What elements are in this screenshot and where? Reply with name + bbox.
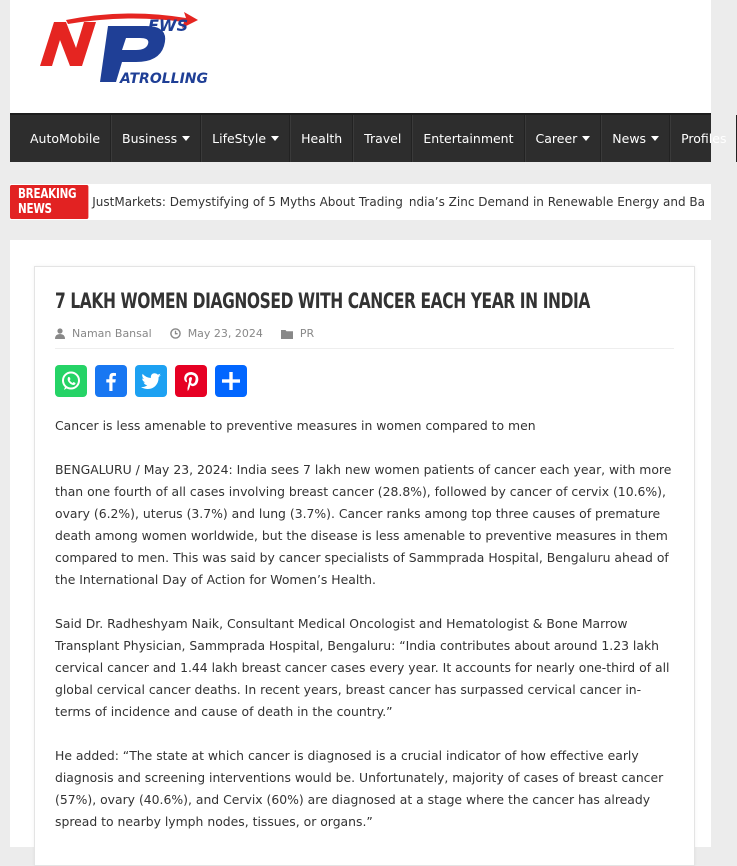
breaking-news-label: BREAKING NEWS [10, 185, 89, 219]
nav-item-health[interactable] [290, 115, 353, 162]
site-header [10, 0, 711, 113]
category[interactable] [281, 327, 314, 340]
nav-item-entertainment[interactable] [412, 115, 524, 162]
breaking-news-bar [10, 184, 711, 220]
nav-item-label: Health [301, 131, 343, 146]
article [34, 266, 695, 866]
dropdown-caret-icon [271, 136, 279, 141]
date-text: May 23, 2024 [187, 327, 263, 340]
author-name: Naman Bansal [72, 327, 152, 340]
article-body [55, 415, 674, 833]
nav-item-label: Career [535, 131, 578, 146]
category-label: PR [299, 327, 315, 340]
pinterest-icon [180, 370, 202, 392]
breaking-news-ticker [92, 195, 711, 209]
nav-item-profiles[interactable] [670, 115, 737, 162]
whatsapp-icon [60, 370, 82, 392]
nav-item-career[interactable] [525, 115, 602, 162]
twitter-share-button[interactable] [135, 365, 167, 397]
nav-item-lifestyle[interactable] [201, 115, 290, 162]
nav-item-label: Profiles [681, 131, 727, 146]
clock-icon [170, 328, 181, 339]
nav-item-business[interactable] [111, 115, 201, 162]
dropdown-caret-icon [582, 136, 590, 141]
dropdown-caret-icon [651, 136, 659, 141]
content-area [10, 240, 711, 847]
nav-item-automobile[interactable] [10, 115, 111, 162]
whatsapp-share-button[interactable] [55, 365, 87, 397]
main-nav [10, 113, 727, 162]
breaking-news-item[interactable]: JustMarkets: Demystifying of 5 Myths About Trading [92, 195, 403, 209]
generic-share-button[interactable] [215, 365, 247, 397]
article-title: 7 LAKH WOMEN DIAGNOSED WITH CANCER EACH YEAR IN INDIA [55, 289, 590, 313]
nav-item-label: LifeStyle [212, 131, 267, 146]
article-paragraph: Cancer is less amenable to preventive measures in women compared to men [55, 418, 536, 433]
plus-icon [220, 370, 242, 392]
nav-item-label: Entertainment [423, 131, 514, 146]
share-buttons [55, 365, 674, 397]
article-meta [55, 327, 674, 349]
nav-item-label: AutoMobile [30, 131, 101, 146]
article-paragraph: He added: “The state at which cancer is diagnosed is a crucial indicator of how effective early diagnosis and screening interventions would be. Unfortunately, majority of cases of breast cancer (57%), ovary (40.6%), and Cervix (60%) are diagnosed at a stage where the cancer has already spread to nearby lymph nodes, tissues, or organs.” [55, 748, 664, 829]
publish-date [170, 327, 263, 340]
nav-item-label: Business [122, 131, 178, 146]
dropdown-caret-icon [182, 136, 190, 141]
site-logo[interactable] [36, 8, 226, 88]
article-paragraph: BENGALURU / May 23, 2024: India sees 7 lakh new women patients of cancer each year, with more than one fourth of all cases involving breast cancer (28.8%), followed by cancer of cervix (10.6%), ovary (6.2%), uterus (3.7%) and lung (3.7%). Cancer ranks among top three causes of premature death among women worldwide, but the disease is less amenable to preventive measures in them compared to men. This was said by cancer specialists of Sammprada Hospital, Bengaluru ahead of the International Day of Action for Women’s Health. [55, 462, 672, 587]
nav-item-label: News [612, 131, 647, 146]
folder-icon [281, 329, 293, 339]
nav-item-travel[interactable] [353, 115, 412, 162]
nav-item-news[interactable] [601, 115, 670, 162]
article-paragraph: Said Dr. Radheshyam Naik, Consultant Medical Oncologist and Hematologist & Bone Marrow Transplant Physician, Sammprada Hospital, Bengaluru: “India contributes about around 1.23 lakh cervical cancer and 1.44 lakh breast cancer cases every year. It accounts for nearly one-third of all global cervical cancer deaths. In recent years, breast cancer has surpassed cervical cancer in-terms of incidence and cause of death in the country.” [55, 616, 670, 719]
facebook-icon [100, 370, 122, 392]
breaking-news-item[interactable]: ndia’s Zinc Demand in Renewable Energy and Ba [408, 195, 705, 209]
user-icon [55, 328, 65, 339]
author[interactable] [55, 327, 152, 340]
twitter-icon [139, 370, 163, 392]
nav-item-label: Travel [364, 131, 402, 146]
svg-text:ATROLLING: ATROLLING [120, 71, 208, 87]
facebook-share-button[interactable] [95, 365, 127, 397]
svg-text:EWS: EWS [148, 16, 189, 35]
pinterest-share-button[interactable] [175, 365, 207, 397]
